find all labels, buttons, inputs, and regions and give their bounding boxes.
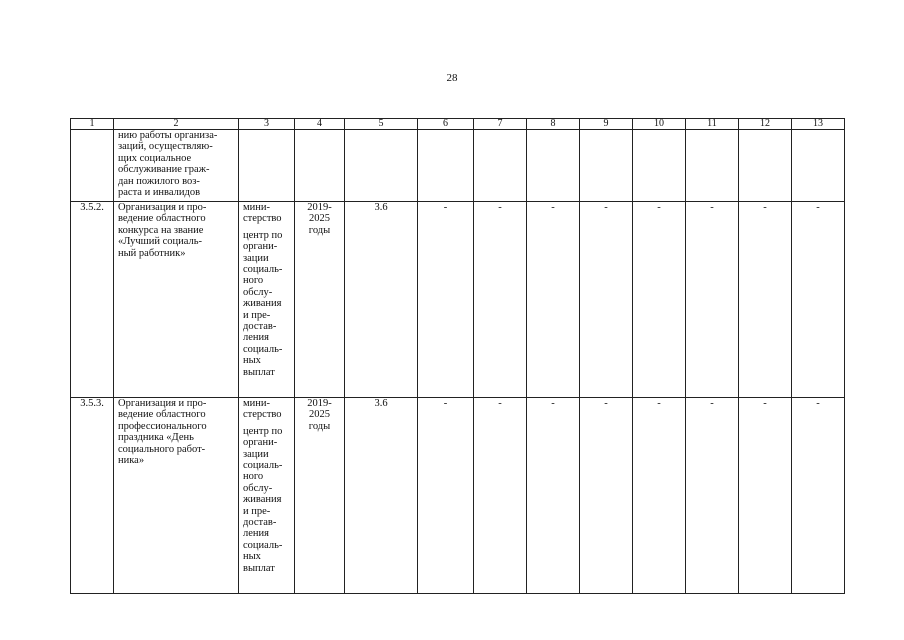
column-header: 5: [345, 119, 418, 130]
value-cell: -: [633, 202, 686, 398]
value-cell: -: [527, 398, 580, 594]
column-header: 2: [114, 119, 239, 130]
value-cell: -: [474, 398, 527, 594]
value-cell: -: [792, 398, 845, 594]
executor-center: центр по органи- зации социаль- ного обслу- живания и пре- достав- ления социаль- ных выплат: [243, 425, 283, 574]
indicator-code: 3.6: [345, 202, 418, 398]
column-header: 3: [239, 119, 295, 130]
value-cell: -: [527, 202, 580, 398]
value-cell: -: [739, 398, 792, 594]
indicator-code: 3.6: [345, 398, 418, 594]
column-header: 1: [71, 119, 114, 130]
column-header: 4: [295, 119, 345, 130]
value-cell: -: [686, 398, 739, 594]
executor-ministry: мини- стерство: [243, 398, 282, 421]
column-header: 6: [418, 119, 474, 130]
period-cell: 2019- 2025 годы: [295, 398, 345, 594]
period-cell: 2019- 2025 годы: [295, 202, 345, 398]
page-number: 28: [446, 72, 458, 84]
value-cell: -: [474, 202, 527, 398]
row-number: 3.5.3.: [71, 398, 114, 594]
row-number: 3.5.2.: [71, 202, 114, 398]
activity-name: Организация и про- ведение областного профессионального праздника «День социального работ- ника»: [114, 398, 239, 594]
value-cell: -: [739, 202, 792, 398]
column-header: 10: [633, 119, 686, 130]
value-cell: -: [792, 202, 845, 398]
value-cell: -: [418, 398, 474, 594]
executor-ministry: мини- стерство: [243, 202, 282, 225]
executor-center: центр по органи- зации социаль- ного обслу- живания и пре- достав- ления социаль- ных выплат: [243, 229, 283, 378]
column-header: 8: [527, 119, 580, 130]
column-header: 13: [792, 119, 845, 130]
value-cell: -: [686, 202, 739, 398]
table-row: [71, 398, 845, 594]
table-row: [71, 202, 845, 398]
column-header: 7: [474, 119, 527, 130]
continuation-text: нию работы организа- заций, осуществляю- щих социальное обслуживание граж- дан пожилого воз- раста и инвалидов: [114, 130, 239, 202]
value-cell: -: [580, 202, 633, 398]
column-header: 9: [580, 119, 633, 130]
value-cell: -: [580, 398, 633, 594]
value-cell: -: [418, 202, 474, 398]
column-header: 12: [739, 119, 792, 130]
executor-cell: [239, 202, 295, 398]
executor-cell: [239, 398, 295, 594]
value-cell: -: [633, 398, 686, 594]
column-header: 11: [686, 119, 739, 130]
program-table: [70, 118, 845, 594]
continuation-row: [71, 130, 845, 202]
column-number-row: [71, 119, 845, 130]
activity-name: Организация и про- ведение областного конкурса на звание «Лучший социаль- ный работник»: [114, 202, 239, 398]
